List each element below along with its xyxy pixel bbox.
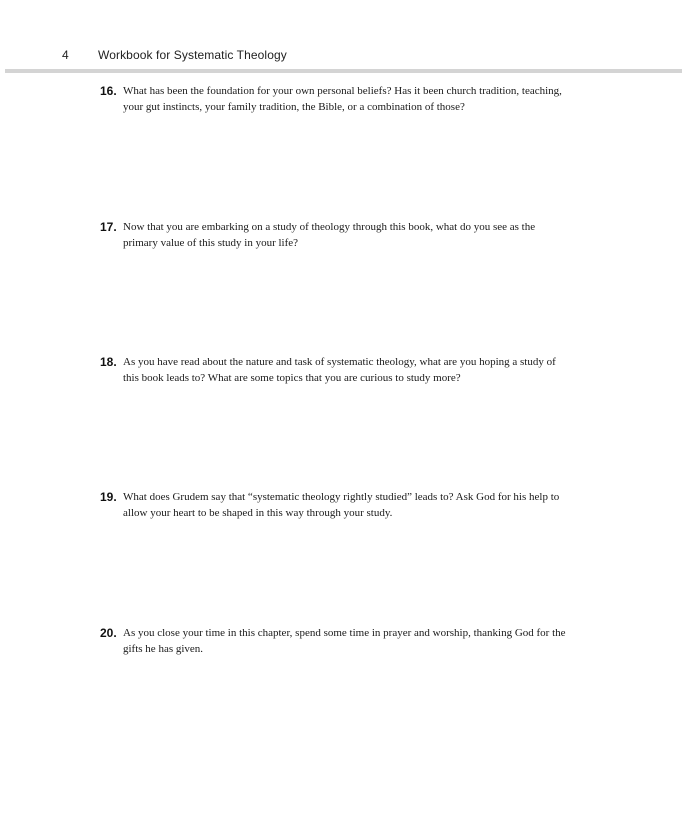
question-number: 17. (100, 220, 117, 234)
question-number: 16. (100, 84, 117, 98)
running-title: Workbook for Systematic Theology (98, 48, 287, 62)
question-text: What does Grudem say that “systematic theology rightly studied” leads to? Ask God for his help to allow your heart to be shaped in this way through your study. (123, 491, 560, 519)
question-text: What has been the foundation for your own personal beliefs? Has it been church tradition, teaching, your gut instincts, your family tradition, the Bible, or a combination of those? (123, 85, 562, 113)
question-number: 19. (100, 490, 117, 504)
question-20 (100, 626, 572, 657)
page-header (0, 0, 699, 76)
question-number: 20. (100, 626, 117, 640)
page-number: 4 (62, 48, 69, 62)
question-number: 18. (100, 355, 117, 369)
question-18 (100, 355, 572, 386)
question-text: As you close your time in this chapter, spend some time in prayer and worship, thanking God for the gifts he has given. (123, 627, 566, 655)
question-19 (100, 490, 572, 521)
question-17 (100, 220, 572, 251)
question-text: Now that you are embarking on a study of theology through this book, what do you see as the primary value of this study in your life? (123, 221, 536, 249)
question-text: As you have read about the nature and task of systematic theology, what are you hoping a study of this book leads to? What are some topics that you are curious to study more? (123, 356, 556, 384)
header-divider (5, 69, 682, 73)
question-16 (100, 84, 572, 115)
